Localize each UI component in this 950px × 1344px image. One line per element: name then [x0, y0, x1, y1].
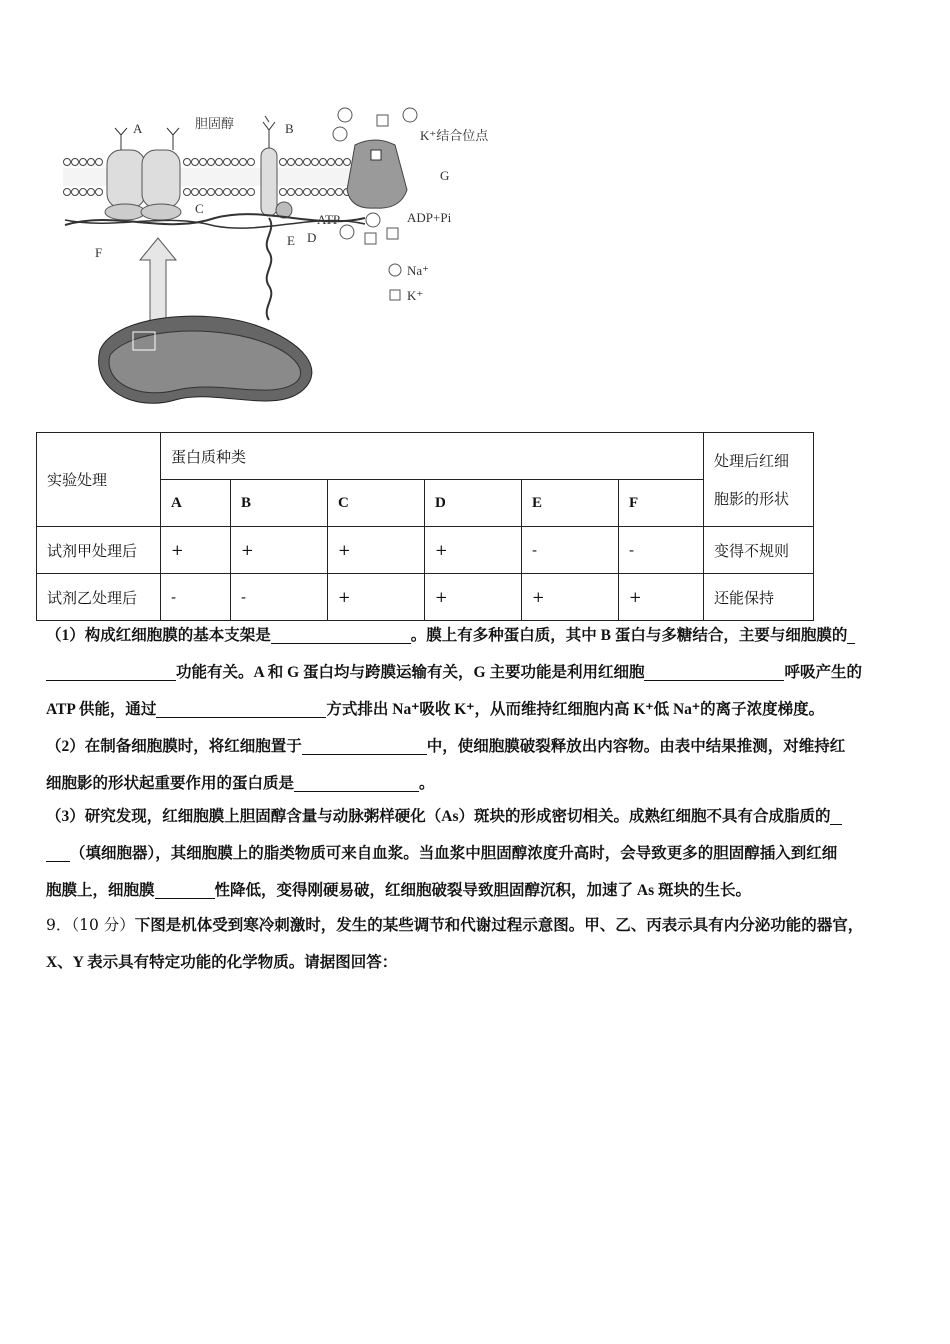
lipid-head: [280, 189, 287, 196]
q9-text: 下图是机体受到寒冷刺激时，发生的某些调节和代谢过程示意图。甲、乙、丙表示具有内分泌功能的器官，: [134, 917, 864, 934]
lipid-head: [88, 189, 95, 196]
label-c: C: [195, 201, 204, 216]
table-row: [37, 527, 814, 574]
cell-value: -: [522, 527, 619, 574]
cell-value: +: [328, 574, 425, 621]
lipid-head: [192, 189, 199, 196]
lipid-head: [88, 159, 95, 166]
answer-blank[interactable]: [46, 662, 176, 681]
q1-text: 功能有关。A 和 G 蛋白均与跨膜运输有关，G 主要功能是利用红细胞: [176, 664, 645, 681]
label-b: B: [285, 121, 294, 136]
cell-value: +: [161, 527, 231, 574]
protein-col: D: [425, 480, 522, 527]
answer-blank[interactable]: [302, 736, 427, 755]
lipid-head: [208, 159, 215, 166]
answer-blank[interactable]: [847, 625, 855, 644]
cell-value: +: [522, 574, 619, 621]
lipid-head: [184, 159, 191, 166]
row-shape: 变得不规则: [704, 527, 814, 574]
lipid-head: [304, 159, 311, 166]
answer-blank[interactable]: [46, 843, 70, 862]
lipid-head: [320, 189, 327, 196]
protein-g-pump: [347, 140, 407, 208]
q1-text: 。膜上有多种蛋白质，其中 B 蛋白与多糖结合，主要与细胞膜的: [410, 627, 848, 644]
lipid-head: [64, 159, 71, 166]
header-treatment: 实验处理: [37, 433, 161, 527]
answer-blank[interactable]: [156, 699, 326, 718]
answer-blank[interactable]: [155, 880, 215, 899]
protein-col: C: [328, 480, 425, 527]
lipid-head: [208, 189, 215, 196]
cell-value: +: [231, 527, 328, 574]
lipid-head: [336, 189, 343, 196]
label-atp: ATP: [317, 212, 341, 227]
protein-col: A: [161, 480, 231, 527]
lipid-head: [328, 159, 335, 166]
erythrocyte: [99, 316, 312, 403]
question-3: [46, 798, 911, 909]
lipid-head: [224, 159, 231, 166]
legend-k: K⁺: [407, 288, 424, 303]
lipid-head: [200, 159, 207, 166]
protein-a: [105, 128, 181, 220]
lipid-head: [240, 189, 247, 196]
row-treatment: 试剂甲处理后: [37, 527, 161, 574]
cell-value: +: [425, 574, 522, 621]
q1-text: 方式排出 Na⁺吸收 K⁺，从而维持红细胞内高 K⁺低 Na⁺的离子浓度梯度。: [326, 701, 825, 718]
lipid-head: [328, 189, 335, 196]
header-shape: 处理后红细胞影的形状: [704, 433, 814, 527]
label-g: G: [440, 168, 450, 183]
cell-value: +: [619, 574, 704, 621]
cell-value: +: [425, 527, 522, 574]
lipid-head: [184, 189, 191, 196]
lipid-head: [216, 159, 223, 166]
protein-e: [267, 202, 292, 320]
label-adp: ADP+Pi: [407, 210, 452, 225]
label-d: D: [307, 230, 317, 245]
lipid-head: [304, 189, 311, 196]
answer-blank[interactable]: [830, 806, 842, 825]
table-row: [37, 574, 814, 621]
question-2: [46, 728, 911, 802]
lipid-head: [288, 189, 295, 196]
q2-text: 细胞影的形状起重要作用的蛋白质是: [46, 775, 295, 792]
lipid-head: [232, 189, 239, 196]
lipid-head: [312, 189, 319, 196]
lipid-head: [296, 159, 303, 166]
lipid-head: [216, 189, 223, 196]
question-1: [46, 617, 911, 728]
q2-text: 中，使细胞膜破裂释放出内容物。由表中结果推测，对维持红: [426, 738, 846, 755]
cell-value: +: [328, 527, 425, 574]
cell-value: -: [161, 574, 231, 621]
lipid-head: [296, 189, 303, 196]
membrane-diagram: [55, 100, 525, 425]
label-k-site: K⁺结合位点: [420, 128, 489, 143]
lipid-head: [96, 159, 103, 166]
protein-col: B: [231, 480, 328, 527]
answer-blank[interactable]: [644, 662, 784, 681]
lipid-head: [200, 189, 207, 196]
lipid-head: [312, 159, 319, 166]
lipid-head: [224, 189, 231, 196]
lipid-head: [240, 159, 247, 166]
row-treatment: 试剂乙处理后: [37, 574, 161, 621]
lipid-head: [192, 159, 199, 166]
lipid-head: [280, 159, 287, 166]
q3-text: 性降低，变得刚硬易破，红细胞破裂导致胆固醇沉积，加速了 As 斑块的生长。: [214, 882, 751, 899]
q9-text: X、Y 表示具有特定功能的化学物质。请据图回答：: [46, 954, 398, 971]
answer-blank[interactable]: [271, 625, 411, 644]
q2-text: （2）在制备细胞膜时，将红细胞置于: [46, 738, 302, 755]
q3-text: （3）研究发现，红细胞膜上胆固醇含量与动脉粥样硬化（As）斑块的形成密切相关。成熟红细胞不具有合成脂质的: [46, 808, 831, 825]
cell-value: -: [231, 574, 328, 621]
row-shape: 还能保持: [704, 574, 814, 621]
answer-blank[interactable]: [294, 773, 419, 792]
lipid-head: [288, 159, 295, 166]
lipid-head: [96, 189, 103, 196]
lipid-head: [72, 189, 79, 196]
q1-text: （1）构成红细胞膜的基本支架是: [46, 627, 271, 644]
lipid-head: [72, 159, 79, 166]
lipid-head: [320, 159, 327, 166]
header-protein: 蛋白质种类: [161, 433, 704, 480]
label-a: A: [133, 121, 143, 136]
q3-text: （填细胞器），其细胞膜上的脂类物质可来自血浆。当血浆中胆固醇浓度升高时，会导致更多的胆固醇插入到红细: [70, 845, 838, 862]
q9-number: 9．（10 分）: [46, 916, 135, 934]
experiment-table: [36, 432, 814, 621]
q2-text: 。: [419, 775, 435, 792]
protein-col: E: [522, 480, 619, 527]
q1-text: ATP 供能，通过: [46, 701, 157, 718]
protein-b: [261, 116, 277, 216]
legend-na: Na⁺: [407, 263, 430, 278]
lipid-head: [64, 189, 71, 196]
question-9: [46, 907, 911, 981]
lipid-head: [336, 159, 343, 166]
lipid-head: [248, 189, 255, 196]
cell-value: -: [619, 527, 704, 574]
label-e: E: [287, 233, 295, 248]
lipid-head: [80, 159, 87, 166]
lipid-head: [232, 159, 239, 166]
lipid-head: [80, 189, 87, 196]
lipid-head: [344, 159, 351, 166]
protein-col: F: [619, 480, 704, 527]
q1-text: 呼吸产生的: [784, 664, 862, 681]
membrane-svg: [55, 100, 525, 425]
q3-text: 胞膜上，细胞膜: [46, 882, 155, 899]
label-f: F: [95, 245, 103, 260]
label-cholesterol: 胆固醇: [195, 116, 235, 131]
lipid-head: [248, 159, 255, 166]
